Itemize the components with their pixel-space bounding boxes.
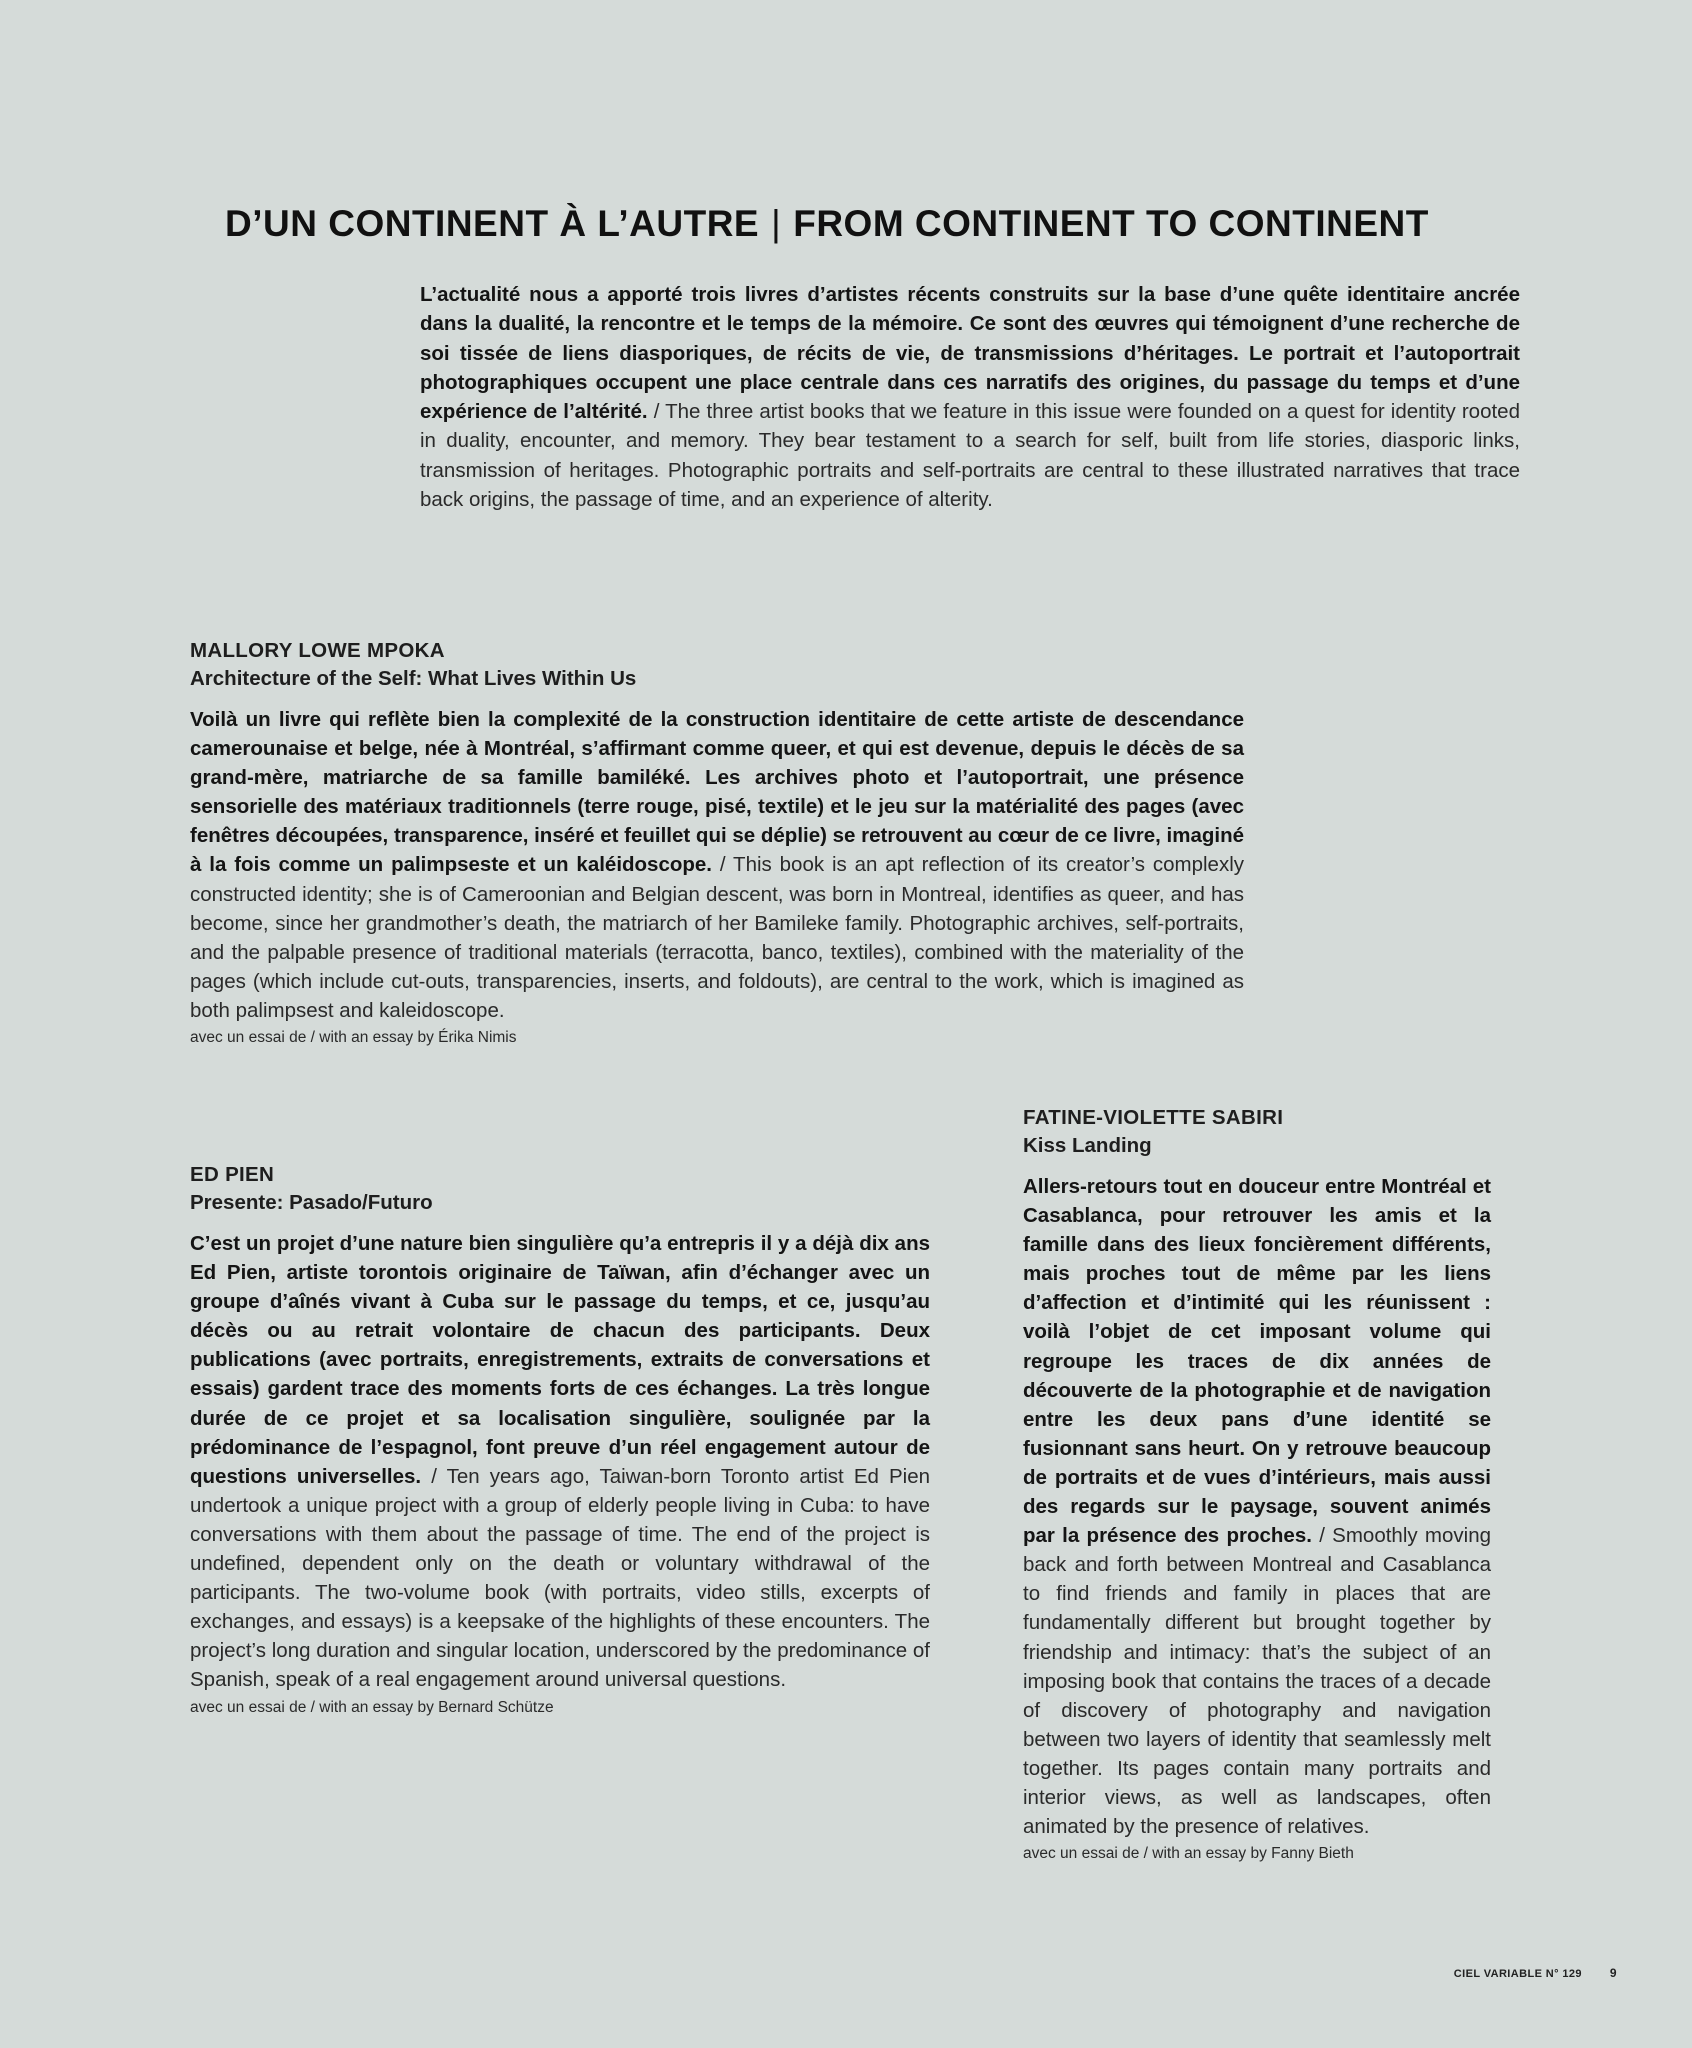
page-number: 9 [1609,1966,1617,1980]
essay-credit: avec un essai de / with an essay by Bernard Schütze [190,1698,554,1716]
title-fr: D’UN CONTINENT À L’AUTRE [225,203,760,244]
article-body [190,705,1244,1025]
article-fatine-violette-sabiri [1023,1104,1491,1865]
title-separator: | [771,203,782,244]
title-en: FROM CONTINENT TO CONTINENT [793,203,1429,244]
article-ed-pien [190,1161,930,1719]
article-body [190,1229,930,1695]
article-body-english: / Ten years ago, Taiwan-born Toronto artist Ed Pien undertook a unique project with a group of elderly people living in Cuba: to have conversations with them about the passage of time. The end of the project is undefined, dependent only on the death or voluntary withdrawal of the participants. The two-volume book (with portraits, video stills, excerpts of exchanges, and essays) is a keepsake of the highlights of these encounters. The project’s long duration and singular location, underscored by the predominance of Spanish, speak of a real engagement around universal questions. [190,1464,930,1692]
book-title: Kiss Landing [1023,1134,1152,1157]
intro-paragraph [420,280,1520,514]
article-body-french: Voilà un livre qui reflète bien la complexité de la construction identitaire de cette artiste de descendance camerounaise et belge, née à Montréal, s’affirmant comme queer, et qui est devenue, depuis le décès de sa grand-mère, matriarche de sa famille bamiléké. Les archives photo et l’autoportrait, une présence sensorielle des matériaux traditionnels (terre rouge, pisé, textile) et le jeu sur la matérialité des pages (avec fenêtres découpées, transparence, inséré et feuillet qui se déplie) se retrouvent au cœur de ce livre, imaginé à la fois comme un palimpseste et un kaléidoscope. [190,708,1244,877]
essay-credit: avec un essai de / with an essay by Érika Nimis [190,1029,517,1047]
book-title: Presente: Pasado/Futuro [190,1191,433,1214]
page-footer [1454,1966,1617,1980]
essay-credit: avec un essai de / with an essay by Fanny Bieth [1023,1845,1354,1863]
article-body-french: C’est un projet d’une nature bien singulière qu’a entrepris il y a déjà dix ans Ed Pien, artiste torontois originaire de Taïwan, afin d’échanger avec un groupe d’aînés vivant à Cuba sur le passage du temps, et ce, jusqu’au décès ou au retrait volontaire de chacun des participants. Deux publications (avec portraits, enregistrements, extraits de conversations et essais) gardent trace des moments forts de ces échanges. La très longue durée de ce projet et sa localisation singulière, soulignée par la prédominance de l’espagnol, font preuve d’un réel engagement autour de questions universelles. [190,1232,930,1488]
article-body-english: / Smoothly moving back and forth between Montreal and Casablanca to find friends and family in places that are fundamentally different but brought together by friendship and intimacy: that’s the subject of an imposing book that contains the traces of a decade of discovery of photography and navigation between two layers of identity that seamlessly melt together. Its pages contain many portraits and interior views, as well as landscapes, often animated by the presence of relatives. [1023,1524,1491,1839]
page-title [225,203,1525,245]
article-body-french: Allers-retours tout en douceur entre Montréal et Casablanca, pour retrouver les amis et la famille dans des lieux foncièrement différents, mais proches tout de même par les liens d’affection et d’intimité qui les réunissent : voilà l’objet de cet imposant volume qui regroupe les traces de dix années de découverte de la photographie et de navigation entre les deux pans d’une identité se fusionnant sans heurt. On y retrouve beaucoup de portraits et de vues d’intérieurs, mais aussi des regards sur le paysage, souvent animés par la présence des proches. [1023,1175,1491,1548]
book-title: Architecture of the Self: What Lives Within Us [190,667,637,690]
article-mallory-lowe-mpoka [190,637,1244,1049]
artist-name: MALLORY LOWE MPOKA [190,639,445,662]
artist-name: ED PIEN [190,1163,275,1186]
article-body [1023,1172,1491,1841]
artist-name: FATINE-VIOLETTE SABIRI [1023,1106,1284,1129]
intro-french: L’actualité nous a apporté trois livres d’artistes récents construits sur la base d’une quête identitaire ancrée dans la dualité, la rencontre et le temps de la mémoire. Ce sont des œuvres qui témoignent d’une recherche de soi tissée de liens diasporiques, de récits de vie, de transmissions d’héritages. Le portrait et l’autoportrait photographiques occupent une place centrale dans ces narratifs des origines, du passage du temps et d’une expérience de l’altérité. [420,283,1520,424]
article-body-english: / This book is an apt reflection of its creator’s complexly constructed identity; she is of Cameroonian and Belgian descent, was born in Montreal, identifies as queer, and has become, since her grandmother’s death, the matriarch of her Bamileke family. Photographic archives, self-portraits, and the palpable presence of traditional materials (terracotta, banco, textiles), combined with the materiality of the pages (which include cut-outs, transparencies, inserts, and foldouts), are central to the work, which is imagined as both palimpsest and kaleidoscope. [190,853,1245,1022]
intro-english: / The three artist books that we feature in this issue were founded on a quest for identity rooted in duality, encounter, and memory. They bear testament to a search for self, built from life stories, diasporic links, transmission of heritages. Photographic portraits and self-portraits are central to these illustrated narratives that trace back origins, the passage of time, and an experience of alterity. [420,400,1520,512]
publication-name: CIEL VARIABLE N° 129 [1453,1968,1582,1980]
